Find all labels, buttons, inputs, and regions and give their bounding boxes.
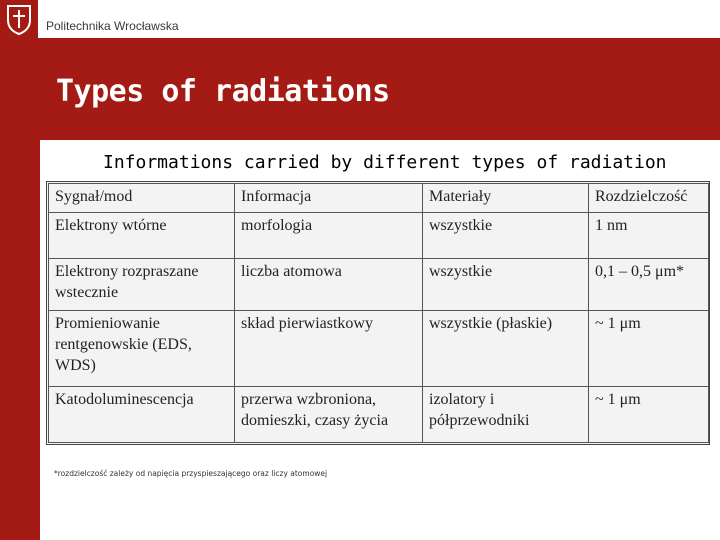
table-row xyxy=(49,213,709,259)
slide-title: Types of radiations xyxy=(56,74,390,109)
table-cell: 0,1 – 0,5 μm* xyxy=(589,259,709,311)
university-name: Politechnika Wrocławska xyxy=(46,19,179,33)
table-header-row xyxy=(49,184,709,213)
footnote: *rozdzielczość zależy od napięcia przyspieszającego oraz liczy atomowej xyxy=(54,469,328,478)
table-cell: wszystkie (płaskie) xyxy=(423,311,589,387)
table-row xyxy=(49,311,709,387)
table-row xyxy=(49,259,709,311)
table-row xyxy=(49,387,709,443)
table-cell: skład pierwiastkowy xyxy=(235,311,423,387)
header-bar xyxy=(0,0,720,38)
table-cell: Katodoluminescencja xyxy=(49,387,235,443)
header-cell: Informacja xyxy=(235,184,423,213)
table-cell: Promieniowanie rentgenowskie (EDS, WDS) xyxy=(49,311,235,387)
table-cell: przerwa wzbroniona, domieszki, czasy życia xyxy=(235,387,423,443)
slide-subtitle: Informations carried by different types of radiation xyxy=(103,152,667,173)
header-cell: Rozdzielczość xyxy=(589,184,709,213)
table-cell: Elektrony rozpraszane wstecznie xyxy=(49,259,235,311)
table-cell: ~ 1 μm xyxy=(589,387,709,443)
table-cell: morfologia xyxy=(235,213,423,259)
table-cell: wszystkie xyxy=(423,213,589,259)
radiation-table xyxy=(48,183,709,443)
table-cell: liczba atomowa xyxy=(235,259,423,311)
table-cell: Elektrony wtórne xyxy=(49,213,235,259)
table-cell: ~ 1 μm xyxy=(589,311,709,387)
university-logo-icon xyxy=(0,0,38,38)
table-cell: wszystkie xyxy=(423,259,589,311)
table-cell: izolatory i półprzewodniki xyxy=(423,387,589,443)
header-cell: Sygnał/mod xyxy=(49,184,235,213)
table-cell: 1 nm xyxy=(589,213,709,259)
header-cell: Materiały xyxy=(423,184,589,213)
left-accent-band xyxy=(0,38,40,540)
